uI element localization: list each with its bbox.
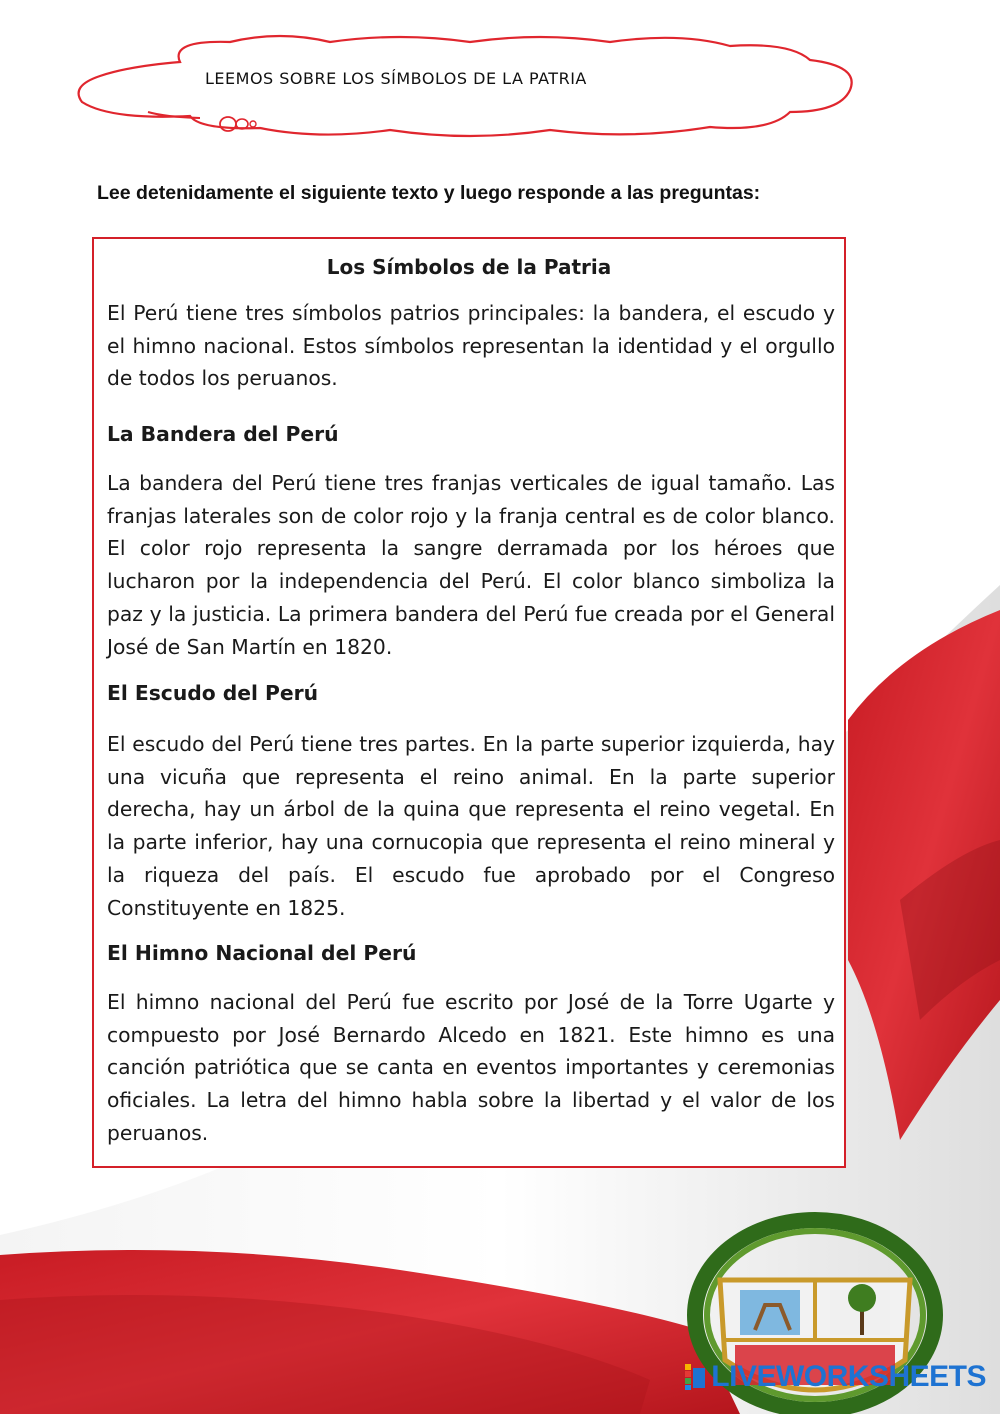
header-title: LEEMOS SOBRE LOS SÍMBOLOS DE LA PATRIA [205,69,587,88]
liveworksheets-icon [685,1364,707,1390]
instruction-text: Lee detenidamente el siguiente texto y luego responde a las preguntas: [97,182,761,204]
reading-box [92,237,846,1168]
section-heading-escudo: El Escudo del Perú [107,681,319,705]
intro-paragraph: El Perú tiene tres símbolos patrios principales: la bandera, el escudo y el himno nacional. Estos símbolos representan la identidad y el orgullo de todos los peruanos. [107,301,835,391]
section-text-bandera: La bandera del Perú tiene tres franjas verticales de igual tamaño. Las franjas laterales son de color rojo y la franja central es de color blanco. El color rojo representa la sangre derramada por los héroes que lucharon por la independencia del Perú. El color blanco simboliza la paz y la justicia. La primera bandera del Perú fue creada por el General José de San Martín en 1820. [107,471,835,659]
section-text-himno: El himno nacional del Perú fue escrito por José de la Torre Ugarte y compuesto por José Bernardo Alcedo en 1821. Este himno es una canción patriótica que se canta en eventos importantes y ceremonias oficiales. La letra del himno habla sobre la libertad y el valor de los peruanos. [107,990,835,1145]
section-text-escudo: El escudo del Perú tiene tres partes. En la parte superior izquierda, hay una vicuña que representa el reino animal. En la parte superior derecha, hay un árbol de la quina que representa el reino vegetal. En la parte inferior, hay una cornucopia que representa el reino mineral y la riqueza del país. El escudo fue aprobado por el Congreso Constituyente en 1825. [107,732,835,920]
section-heading-bandera: La Bandera del Perú [107,422,339,446]
reading-title: Los Símbolos de la Patria [326,255,612,279]
liveworksheets-logo[interactable] [685,1360,986,1394]
section-heading-himno: El Himno Nacional del Perú [107,941,417,965]
liveworksheets-logo-text: LIVEWORKSHEETS [711,1360,986,1393]
